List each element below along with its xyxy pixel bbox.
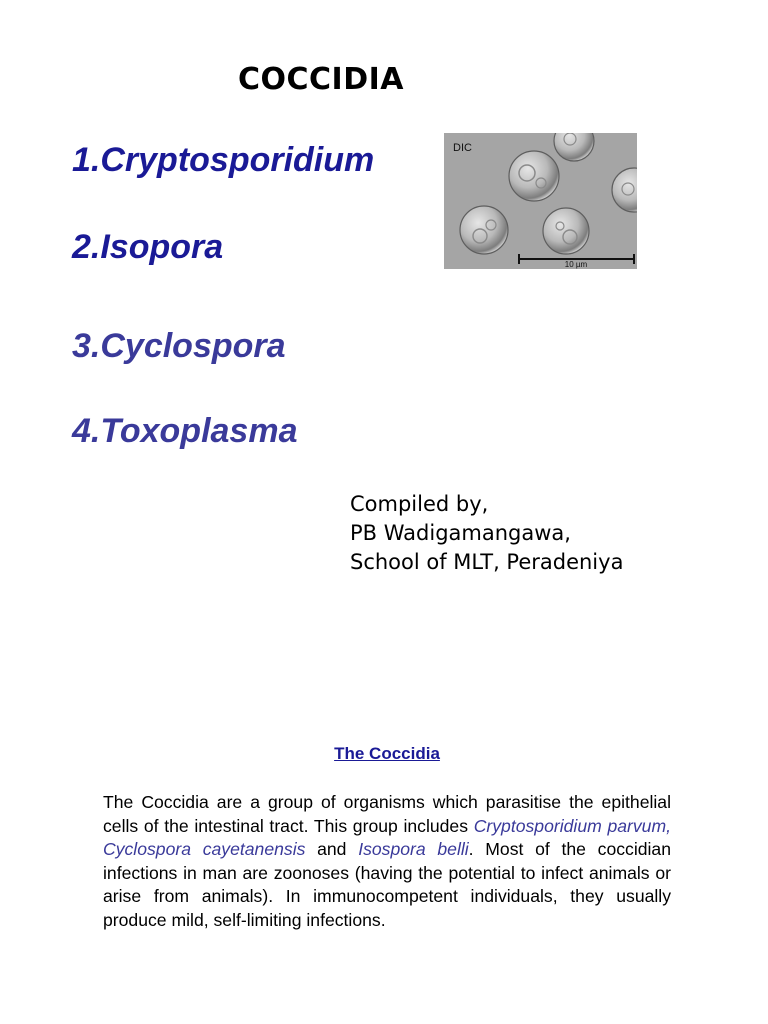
scale-bar-label: 10 µm xyxy=(564,260,588,269)
paragraph-text-rest: . Most of the coccidian infections in man are zoonoses (having the potential to infect animals or arise from animals). In immunocompetent individuals, they usually produce mild, self-limiting infections. xyxy=(103,839,671,930)
credits-line-compiled-by: Compiled by, xyxy=(350,492,489,516)
micrograph-image xyxy=(444,133,637,269)
micrograph-label: DIC xyxy=(453,142,472,154)
organism-item-cryptosporidium: 1.Cryptosporidium xyxy=(72,141,375,179)
organism-item-cyclospora: 3.Cyclospora xyxy=(72,327,286,365)
section-heading: The Coccidia xyxy=(334,744,440,763)
paragraph-text-and: and xyxy=(305,839,359,859)
credits-block xyxy=(350,490,623,577)
section-paragraph xyxy=(103,791,671,932)
paragraph-text-intro: The Coccidia are a group of organisms which parasitise the epithelial cells of the intestinal tract. This group includes xyxy=(103,792,671,836)
species-names-2: Isospora belli xyxy=(358,839,469,859)
species-names-1: Cryptosporidium parvum, Cyclospora cayetanensis xyxy=(103,815,671,859)
credits-line-author: PB Wadigamangawa, xyxy=(350,521,571,545)
organism-item-isopora: 2.Isopora xyxy=(72,228,224,266)
credits-line-institution: School of MLT, Peradeniya xyxy=(350,550,624,574)
organism-item-toxoplasma: 4.Toxoplasma xyxy=(72,412,298,450)
document-title: COCCIDIA xyxy=(238,62,404,97)
